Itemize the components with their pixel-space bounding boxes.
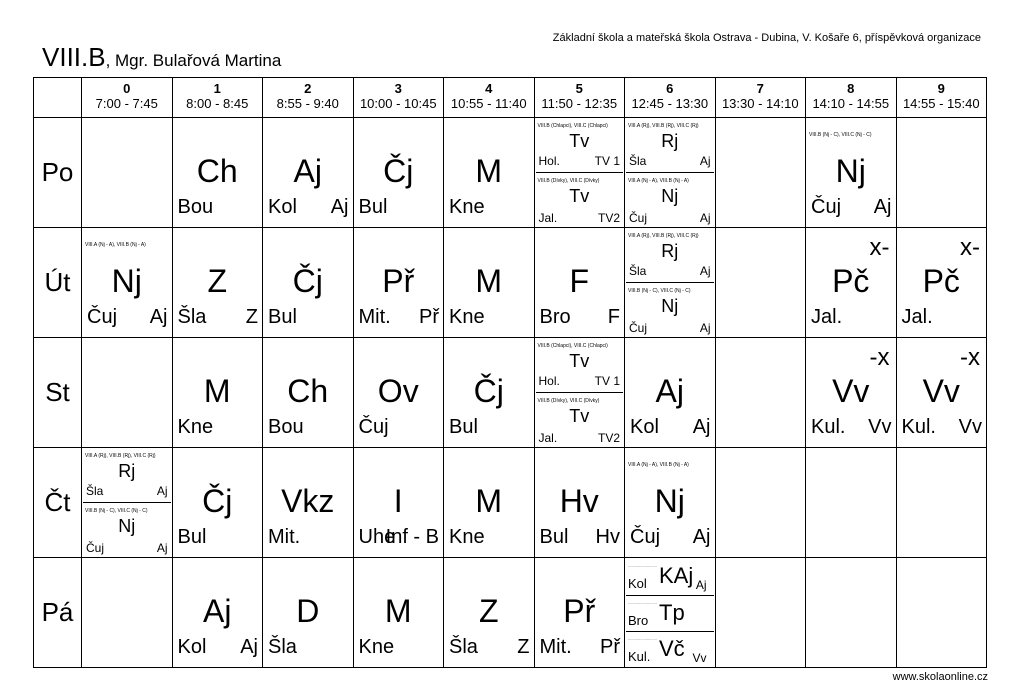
- lesson-group: VIII.A (Rj), VIII.B (Rj), VIII.C (Rj): [628, 123, 699, 129]
- lesson-subject: Tv: [569, 131, 590, 151]
- lesson-room: Vv: [692, 651, 707, 665]
- lesson-cell[interactable]: [625, 558, 716, 668]
- lesson-cell[interactable]: [625, 118, 716, 228]
- lesson-room: Vv: [868, 416, 892, 438]
- lesson-subject: Ov: [377, 373, 419, 409]
- period-header: [535, 78, 626, 118]
- lesson-room: Aj: [149, 306, 168, 328]
- lesson-room: Vv: [958, 416, 982, 438]
- lesson-teacher: Mit.: [358, 306, 391, 328]
- lesson-cell[interactable]: [354, 558, 445, 668]
- lesson-teacher: Bul: [539, 526, 569, 548]
- day-label: Čt: [34, 448, 82, 558]
- lesson-group: VIII.B (Chlapci), VIII.C (Chlapci): [537, 343, 608, 349]
- lesson-room: Aj: [699, 154, 711, 168]
- lesson-cell[interactable]: [444, 228, 535, 338]
- day-label: Po: [34, 118, 82, 228]
- lesson-cell[interactable]: [625, 338, 716, 448]
- lesson-subject: Aj: [655, 373, 684, 409]
- lesson-group: ..........................: [628, 600, 657, 605]
- lesson-group-part[interactable]: [82, 503, 172, 558]
- lesson-subject: D: [296, 593, 320, 629]
- lesson-teacher: Hol.: [538, 374, 560, 388]
- empty-cell: [897, 118, 988, 228]
- period-header: [444, 78, 535, 118]
- lesson-subject: Tv: [569, 406, 590, 426]
- period-time: 8:00 - 8:45: [186, 96, 249, 111]
- period-number: 3: [394, 81, 402, 96]
- empty-cell: [716, 228, 807, 338]
- period-time: 12:45 - 13:30: [631, 96, 709, 111]
- lesson-subject: M: [475, 263, 503, 299]
- period-number: 8: [847, 81, 855, 96]
- lesson-group: VIII.A (Nj - A), VIII.B (Nj - A): [628, 462, 689, 468]
- lesson-subject: Vv: [832, 373, 870, 409]
- lesson-teacher: Bul: [268, 306, 297, 328]
- lesson-note: -x: [960, 344, 980, 371]
- lesson-cell[interactable]: [354, 448, 445, 558]
- lesson-note: x-: [960, 234, 980, 261]
- period-time: 14:55 - 15:40: [902, 96, 980, 111]
- lesson-subject: M: [203, 373, 231, 409]
- lesson-subject: Rj: [661, 131, 679, 151]
- timetable-grid: [33, 77, 987, 668]
- lesson-teacher: Šla: [268, 636, 297, 658]
- lesson-subject: Nj: [654, 483, 685, 519]
- lesson-subject: Čj: [473, 373, 504, 409]
- lesson-group: VIII.B (Nj - C), VIII.C (Nj - C): [809, 132, 872, 138]
- lesson-group-part[interactable]: [625, 118, 715, 173]
- lesson-teacher: Kne: [449, 196, 485, 218]
- empty-cell: [716, 558, 807, 668]
- lesson-room: Aj: [692, 416, 711, 438]
- lesson-teacher: Čuj: [87, 306, 118, 328]
- lesson-teacher: Kne: [177, 416, 214, 438]
- lesson-room: Aj: [873, 196, 892, 218]
- lesson-teacher: Kul.: [901, 416, 936, 438]
- lesson-teacher: Kol: [630, 416, 659, 438]
- lesson-room: Aj: [240, 636, 258, 658]
- lesson-subject: Pč: [922, 263, 960, 299]
- period-header: [82, 78, 173, 118]
- lesson-group-part[interactable]: [535, 173, 625, 228]
- lesson-cell[interactable]: [82, 448, 173, 558]
- empty-cell: [82, 558, 173, 668]
- lesson-teacher: Jal.: [538, 211, 558, 225]
- period-time: 8:55 - 9:40: [276, 96, 339, 111]
- empty-cell: [897, 448, 988, 558]
- lesson-teacher: Kne: [358, 636, 395, 658]
- lesson-room: F: [607, 306, 620, 328]
- lesson-subject: Rj: [661, 241, 679, 261]
- lesson-subject: Tp: [659, 600, 685, 625]
- lesson-group-part[interactable]: [535, 118, 625, 173]
- period-number: 0: [123, 81, 131, 96]
- lesson-teacher: Bul: [358, 196, 388, 218]
- lesson-cell[interactable]: [263, 338, 354, 448]
- lesson-room: Inf - B: [385, 526, 439, 548]
- lesson-teacher: Kol: [268, 196, 297, 218]
- lesson-cell[interactable]: [82, 228, 173, 338]
- lesson-room: TV2: [597, 211, 620, 225]
- lesson-subject: KAj: [659, 563, 694, 588]
- lesson-cell[interactable]: [535, 558, 626, 668]
- lesson-cell[interactable]: [263, 558, 354, 668]
- lesson-subject: Vv: [922, 373, 960, 409]
- lesson-teacher: Kne: [449, 306, 485, 328]
- class-teacher: , Mgr. Bulařová Martina: [105, 51, 282, 70]
- empty-cell: [806, 448, 897, 558]
- lesson-subject: M: [475, 483, 503, 519]
- lesson-subject: Hv: [559, 483, 599, 519]
- lesson-subject: Z: [478, 593, 499, 629]
- period-header: [625, 78, 716, 118]
- period-number: 5: [575, 81, 583, 96]
- period-time: 11:50 - 12:35: [541, 96, 618, 111]
- lesson-subject: M: [384, 593, 412, 629]
- lesson-room: Aj: [156, 484, 168, 498]
- lesson-group: VIII.A (Rj), VIII.B (Rj), VIII.C (Rj): [85, 453, 156, 459]
- lesson-cell[interactable]: [173, 228, 264, 338]
- lesson-subject: M: [475, 153, 503, 189]
- lesson-subject: Nj: [111, 263, 142, 299]
- lesson-cell[interactable]: [444, 338, 535, 448]
- corner-cell: [34, 78, 82, 118]
- lesson-teacher: Jal.: [811, 306, 843, 328]
- lesson-subject: Čj: [202, 483, 233, 519]
- lesson-teacher: Kul.: [628, 649, 651, 664]
- lesson-room: Aj: [156, 541, 168, 555]
- lesson-group-part[interactable]: [625, 228, 715, 283]
- period-header: [806, 78, 897, 118]
- class-name: VIII.B: [42, 42, 106, 72]
- lesson-room: Př: [419, 306, 439, 328]
- lesson-group-part[interactable]: [625, 595, 715, 631]
- lesson-cell[interactable]: [625, 448, 716, 558]
- lesson-subject: Nj: [118, 516, 136, 536]
- empty-cell: [716, 118, 807, 228]
- lesson-subject: Rj: [118, 461, 136, 481]
- lesson-teacher: Uhe: [358, 526, 396, 548]
- lesson-subject: Aj: [203, 593, 232, 629]
- lesson-cell[interactable]: [535, 338, 626, 448]
- lesson-cell[interactable]: [625, 228, 716, 338]
- lesson-teacher: Jal.: [901, 306, 933, 328]
- lesson-teacher: Mit.: [539, 636, 572, 658]
- lesson-teacher: Šla: [449, 636, 478, 658]
- lesson-cell[interactable]: [806, 228, 897, 338]
- lesson-teacher: Bro: [628, 613, 649, 628]
- empty-cell: [897, 558, 988, 668]
- lesson-teacher: Bul: [449, 416, 478, 438]
- lesson-subject: Čj: [292, 263, 323, 299]
- lesson-room: Hv: [595, 526, 620, 548]
- lesson-subject: Tv: [569, 186, 590, 206]
- lesson-room: Aj: [699, 321, 711, 335]
- footer-link[interactable]: www.skolaonline.cz: [892, 671, 988, 683]
- lesson-cell[interactable]: [897, 338, 988, 448]
- lesson-cell[interactable]: [354, 118, 445, 228]
- period-time: 10:55 - 11:40: [450, 96, 527, 111]
- lesson-teacher: Šla: [177, 306, 207, 328]
- lesson-subject: Nj: [835, 153, 866, 189]
- lesson-cell[interactable]: [444, 448, 535, 558]
- lesson-group: VIII.A (Nj - A), VIII.B (Nj - A): [85, 242, 146, 248]
- lesson-teacher: Kol: [628, 576, 647, 591]
- lesson-group: VIII.A (Nj - A), VIII.B (Nj - A): [628, 178, 689, 184]
- lesson-teacher: Hol.: [538, 154, 560, 168]
- lesson-cell[interactable]: [263, 228, 354, 338]
- lesson-cell[interactable]: [354, 338, 445, 448]
- lesson-group: ..........................: [628, 636, 657, 641]
- lesson-teacher: Kul.: [811, 416, 846, 438]
- lesson-room: Aj: [692, 526, 711, 548]
- lesson-subject: Tv: [569, 351, 590, 371]
- page-title: [42, 44, 281, 74]
- lesson-group: VIII.A (Rj), VIII.B (Rj), VIII.C (Rj): [628, 233, 699, 239]
- lesson-teacher: Jal.: [538, 431, 558, 445]
- empty-cell: [806, 558, 897, 668]
- lesson-teacher: Bou: [268, 416, 304, 438]
- period-time: 13:30 - 14:10: [721, 96, 799, 111]
- lesson-room: Aj: [699, 264, 711, 278]
- lesson-teacher: Čuj: [629, 211, 648, 225]
- period-number: 1: [213, 81, 221, 96]
- lesson-subject: Vč: [659, 636, 685, 661]
- lesson-group: VIII.B (Chlapci), VIII.C (Chlapci): [537, 123, 608, 129]
- lesson-teacher: Bul: [177, 526, 207, 548]
- lesson-teacher: Čuj: [86, 541, 105, 555]
- lesson-subject: Nj: [661, 186, 679, 206]
- lesson-teacher: Čuj: [358, 416, 389, 438]
- lesson-cell[interactable]: [897, 228, 988, 338]
- lesson-room: Př: [600, 636, 620, 658]
- lesson-cell[interactable]: [535, 448, 626, 558]
- lesson-room: TV2: [597, 431, 620, 445]
- lesson-cell[interactable]: [535, 228, 626, 338]
- lesson-subject: I: [393, 483, 403, 519]
- lesson-group-part[interactable]: [535, 393, 625, 448]
- lesson-cell[interactable]: [444, 118, 535, 228]
- day-label: Pá: [34, 558, 82, 668]
- lesson-cell[interactable]: [354, 228, 445, 338]
- lesson-cell[interactable]: [173, 118, 264, 228]
- period-time: 7:00 - 7:45: [95, 96, 158, 111]
- lesson-group: VIII.B (Nj - C), VIII.C (Nj - C): [85, 508, 148, 514]
- lesson-room: TV 1: [594, 374, 620, 388]
- lesson-teacher: Bro: [539, 306, 571, 328]
- day-label: Út: [34, 228, 82, 338]
- lesson-cell[interactable]: [263, 118, 354, 228]
- period-number: 9: [937, 81, 945, 96]
- day-label: St: [34, 338, 82, 448]
- period-number: 4: [485, 81, 493, 96]
- lesson-subject: F: [569, 263, 590, 299]
- lesson-cell[interactable]: [263, 448, 354, 558]
- lesson-group-part[interactable]: [625, 283, 715, 338]
- lesson-cell[interactable]: [173, 448, 264, 558]
- period-time: 10:00 - 10:45: [359, 96, 437, 111]
- period-header: [897, 78, 988, 118]
- lesson-teacher: Čuj: [630, 526, 661, 548]
- period-header: [173, 78, 264, 118]
- lesson-group: ..........................: [628, 563, 657, 568]
- lesson-subject: Vkz: [281, 483, 335, 519]
- lesson-teacher: Kne: [449, 526, 485, 548]
- lesson-teacher: Kol: [177, 636, 207, 658]
- lesson-subject: Nj: [661, 296, 679, 316]
- lesson-group-part[interactable]: [625, 631, 715, 667]
- lesson-subject: Př: [382, 263, 415, 299]
- lesson-room: Z: [517, 636, 530, 658]
- period-header: [716, 78, 807, 118]
- lesson-subject: Aj: [293, 153, 322, 189]
- period-header: [354, 78, 445, 118]
- lesson-subject: Pč: [832, 263, 870, 299]
- period-number: 2: [304, 81, 312, 96]
- empty-cell: [716, 448, 807, 558]
- period-header: [263, 78, 354, 118]
- lesson-room: Aj: [699, 211, 711, 225]
- lesson-room: Z: [245, 306, 258, 328]
- lesson-cell[interactable]: [173, 338, 264, 448]
- lesson-teacher: Čuj: [629, 321, 648, 335]
- empty-cell: [82, 118, 173, 228]
- lesson-group-part[interactable]: [82, 448, 172, 503]
- lesson-group: VIII.B (Dívky), VIII.C (Dívky): [537, 398, 600, 404]
- lesson-room: Aj: [695, 578, 707, 592]
- period-number: 6: [666, 81, 674, 96]
- lesson-cell[interactable]: [173, 558, 264, 668]
- lesson-note: -x: [869, 344, 890, 371]
- lesson-teacher: Šla: [629, 154, 647, 168]
- lesson-subject: Čj: [383, 153, 414, 189]
- lesson-cell[interactable]: [444, 558, 535, 668]
- empty-cell: [716, 338, 807, 448]
- lesson-subject: Ch: [196, 153, 238, 189]
- lesson-group: VIII.B (Dívky), VIII.C (Dívky): [537, 178, 600, 184]
- lesson-room: TV 1: [594, 154, 620, 168]
- lesson-cell[interactable]: [806, 118, 897, 228]
- period-number: 7: [756, 81, 764, 96]
- lesson-teacher: Čuj: [811, 196, 842, 218]
- lesson-teacher: Šla: [629, 264, 647, 278]
- lesson-subject: Př: [563, 593, 596, 629]
- school-name: Základní škola a mateřská škola Ostrava - Dubina, V. Košaře 6, příspěvková organizace: [552, 32, 981, 44]
- lesson-teacher: Bou: [177, 196, 214, 218]
- lesson-teacher: Šla: [86, 484, 104, 498]
- lesson-note: x-: [869, 234, 890, 261]
- lesson-subject: Ch: [287, 373, 329, 409]
- period-time: 14:10 - 14:55: [812, 96, 890, 111]
- lesson-group: VIII.B (Nj - C), VIII.C (Nj - C): [628, 288, 691, 294]
- lesson-cell[interactable]: [806, 338, 897, 448]
- lesson-group-part[interactable]: [625, 558, 715, 594]
- lesson-subject: Z: [207, 263, 228, 299]
- empty-cell: [82, 338, 173, 448]
- lesson-cell[interactable]: [535, 118, 626, 228]
- lesson-teacher: Mit.: [268, 526, 301, 548]
- lesson-group-part[interactable]: [535, 338, 625, 393]
- lesson-group-part[interactable]: [625, 173, 715, 228]
- lesson-room: Aj: [330, 196, 349, 218]
